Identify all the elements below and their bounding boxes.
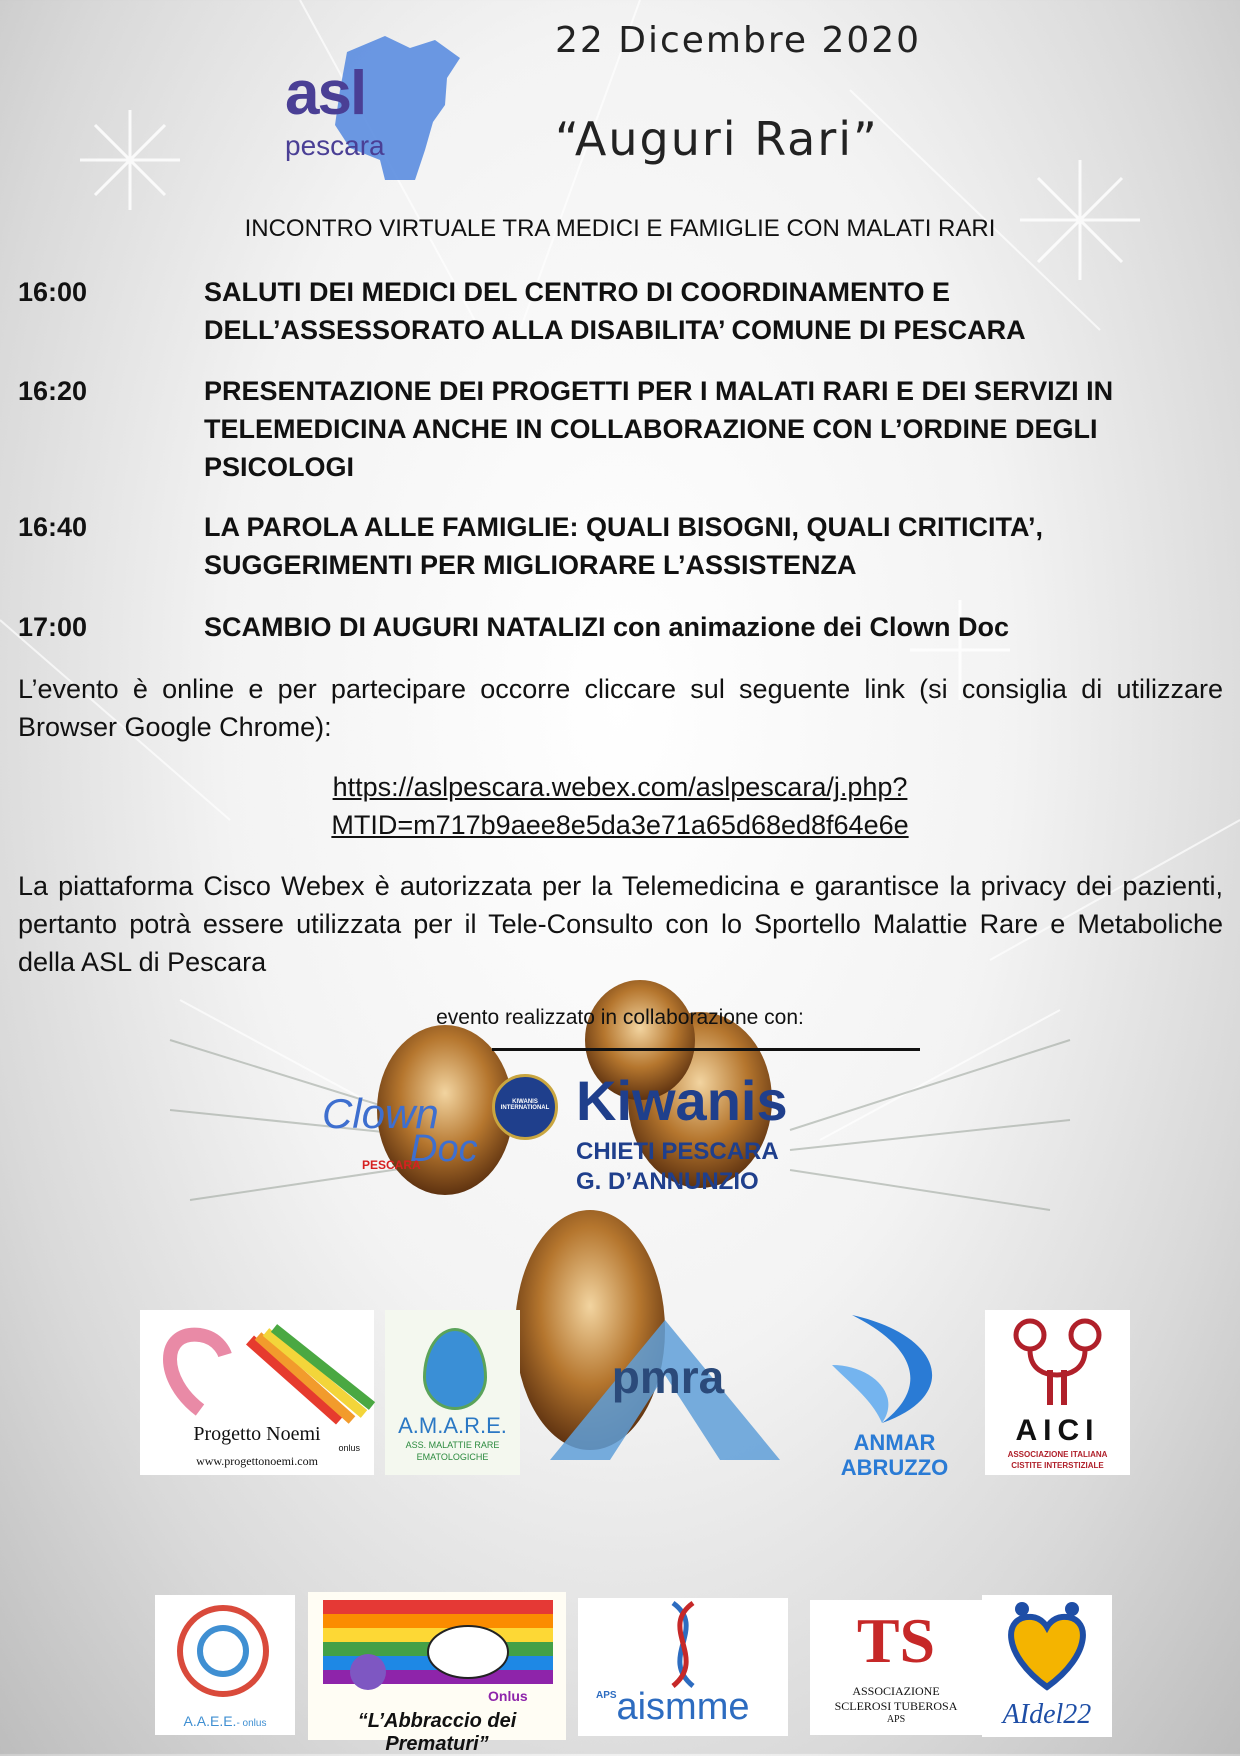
agenda-time: 16:20 [18, 376, 88, 406]
kiwanis-club-line2: G. D’ANNUNZIO [576, 1168, 759, 1195]
aidel22-logo [982, 1595, 1112, 1737]
partner-name-main: A.A.E.E. [183, 1713, 237, 1729]
partner-sub: www.progettonoemi.com [196, 1454, 318, 1468]
dna-icon [578, 1598, 788, 1688]
partner-sub: EMATOLOGICHE [416, 1452, 489, 1462]
partner-sub: CISTITE INTERSTIZIALE [1011, 1461, 1104, 1470]
webex-link-line2[interactable]: MTID=m717b9aee8e5da3e71a65d68ed8f64e6e [331, 810, 909, 840]
clown-doc-word1: Clown [322, 1090, 439, 1137]
partner-sub: SCLEROSI TUBEROSA [834, 1699, 958, 1713]
heart-rainbow-icon [140, 1310, 374, 1420]
aismme-logo [578, 1598, 788, 1736]
event-subtitle: INCONTRO VIRTUALE TRA MEDICI E FAMIGLIE CON MALATI RARI [244, 215, 996, 242]
agenda-text-bold: SCAMBIO DI AUGURI NATALIZI [204, 612, 606, 642]
kiwanis-seal-icon [492, 1074, 558, 1140]
partner-sub: ASSOCIAZIONE ITALIANA [1007, 1450, 1108, 1459]
progetto-noemi-logo [140, 1310, 374, 1475]
kiwanis-name: Kiwanis [576, 1069, 788, 1132]
privacy-paragraph: La piattaforma Cisco Webex è autorizzata per la Telemedicina e garantisce la privacy dei pazienti, pertanto potrà essere utilizzata per il Tele-Consulto con lo Sportello Malattie Rare e Metaboliche della ASL di Pescara [18, 871, 1223, 977]
head-profile-icon [177, 1605, 269, 1697]
abbraccio-prematuri-logo [308, 1592, 566, 1755]
partner-name: Progetto Noemi [193, 1423, 321, 1445]
event-title: “Auguri Rari” [555, 112, 879, 166]
partner-sub: APS [596, 1690, 617, 1701]
partner-name [155, 1713, 295, 1729]
event-date: 22 Dicembre 2020 [555, 20, 922, 61]
asl-logo-text: asl [285, 59, 366, 128]
agenda-text [204, 608, 1234, 646]
clown-doc-logo [322, 1090, 497, 1190]
agenda-text: LA PAROLA ALLE FAMIGLIE: QUALI BISOGNI, QUALI CRITICITA’, SUGGERIMENTI PER MIGLIORARE L’ASSISTENZA [204, 512, 1043, 580]
kiwanis-seal-text: KIWANIS INTERNATIONAL [500, 1099, 550, 1111]
partner-name: A.M.A.R.E. [398, 1413, 507, 1438]
rainbow-stork-icon [308, 1592, 566, 1702]
divider [492, 1048, 920, 1051]
partner-sub: - onlus [236, 1718, 267, 1729]
agenda-text: PRESENTAZIONE DEI PROGETTI PER I MALATI RARI E DEI SERVIZI IN TELEMEDICINA ANCHE IN COLLABORAZIONE CON L’ORDINE DEGLI PSICOLOGI [204, 376, 1114, 482]
partner-name: pmra [611, 1351, 725, 1403]
collaboration-note: evento realizzato in collaborazione con: [436, 1006, 804, 1029]
partner-sub: ASS. MALATTIE RARE [405, 1440, 500, 1450]
amare-logo [385, 1310, 520, 1475]
hearts-family-icon [982, 1595, 1112, 1695]
partner-name: AICI [1015, 1414, 1100, 1447]
aici-logo [985, 1310, 1130, 1475]
anmar-logo [812, 1305, 977, 1480]
drop-icon [423, 1328, 487, 1410]
intro-paragraph: L’evento è online e per partecipare occorre cliccare sul seguente link (si consiglia di utilizzare Browser Google Chrome): [18, 674, 1223, 742]
partner-name: “L’Abbraccio dei Prematuri” [357, 1710, 517, 1755]
partner-name: aismme [616, 1686, 750, 1728]
head-profile-inner [197, 1625, 249, 1677]
partner-name: ASSOCIAZIONE [852, 1684, 940, 1698]
clown-doc-city: PESCARA [362, 1158, 421, 1172]
agenda-text-rest: con animazione dei Clown Doc [605, 612, 1010, 642]
partner-sub: APS [886, 1714, 906, 1725]
agenda-text: SALUTI DEI MEDICI DEL CENTRO DI COORDINAMENTO E DELL’ASSESSORATO ALLA DISABILITA’ COMUNE DI PESCARA [204, 277, 1026, 345]
partner-name: AIdel22 [1002, 1699, 1092, 1730]
clown-doc-word2: Doc [410, 1128, 478, 1170]
agenda-time: 16:40 [18, 512, 88, 542]
aici-symbol-icon [985, 1310, 1130, 1410]
partner-sub: onlus [338, 1443, 360, 1453]
kiwanis-logo [492, 1068, 862, 1208]
partner-name: ANMAR [853, 1430, 936, 1455]
partner-sub: ABRUZZO [840, 1455, 949, 1480]
sclerosi-tuberosa-logo [810, 1600, 982, 1735]
ts-monogram-icon: TS [856, 1605, 936, 1676]
agenda-time: 16:00 [18, 277, 88, 307]
pmra-logo [540, 1315, 790, 1465]
webex-link-line1[interactable]: https://aslpescara.webex.com/aslpescara/j.php? [332, 772, 908, 802]
wave-icon [812, 1305, 977, 1425]
asl-logo-subtext: pescara [285, 130, 385, 161]
webex-link[interactable] [0, 768, 1240, 844]
asl-pescara-logo [275, 30, 475, 190]
agenda-time: 17:00 [18, 612, 88, 642]
aaee-logo [155, 1595, 295, 1735]
kiwanis-club-line1: CHIETI PESCARA [576, 1138, 779, 1165]
partner-sub: Onlus [488, 1688, 528, 1704]
